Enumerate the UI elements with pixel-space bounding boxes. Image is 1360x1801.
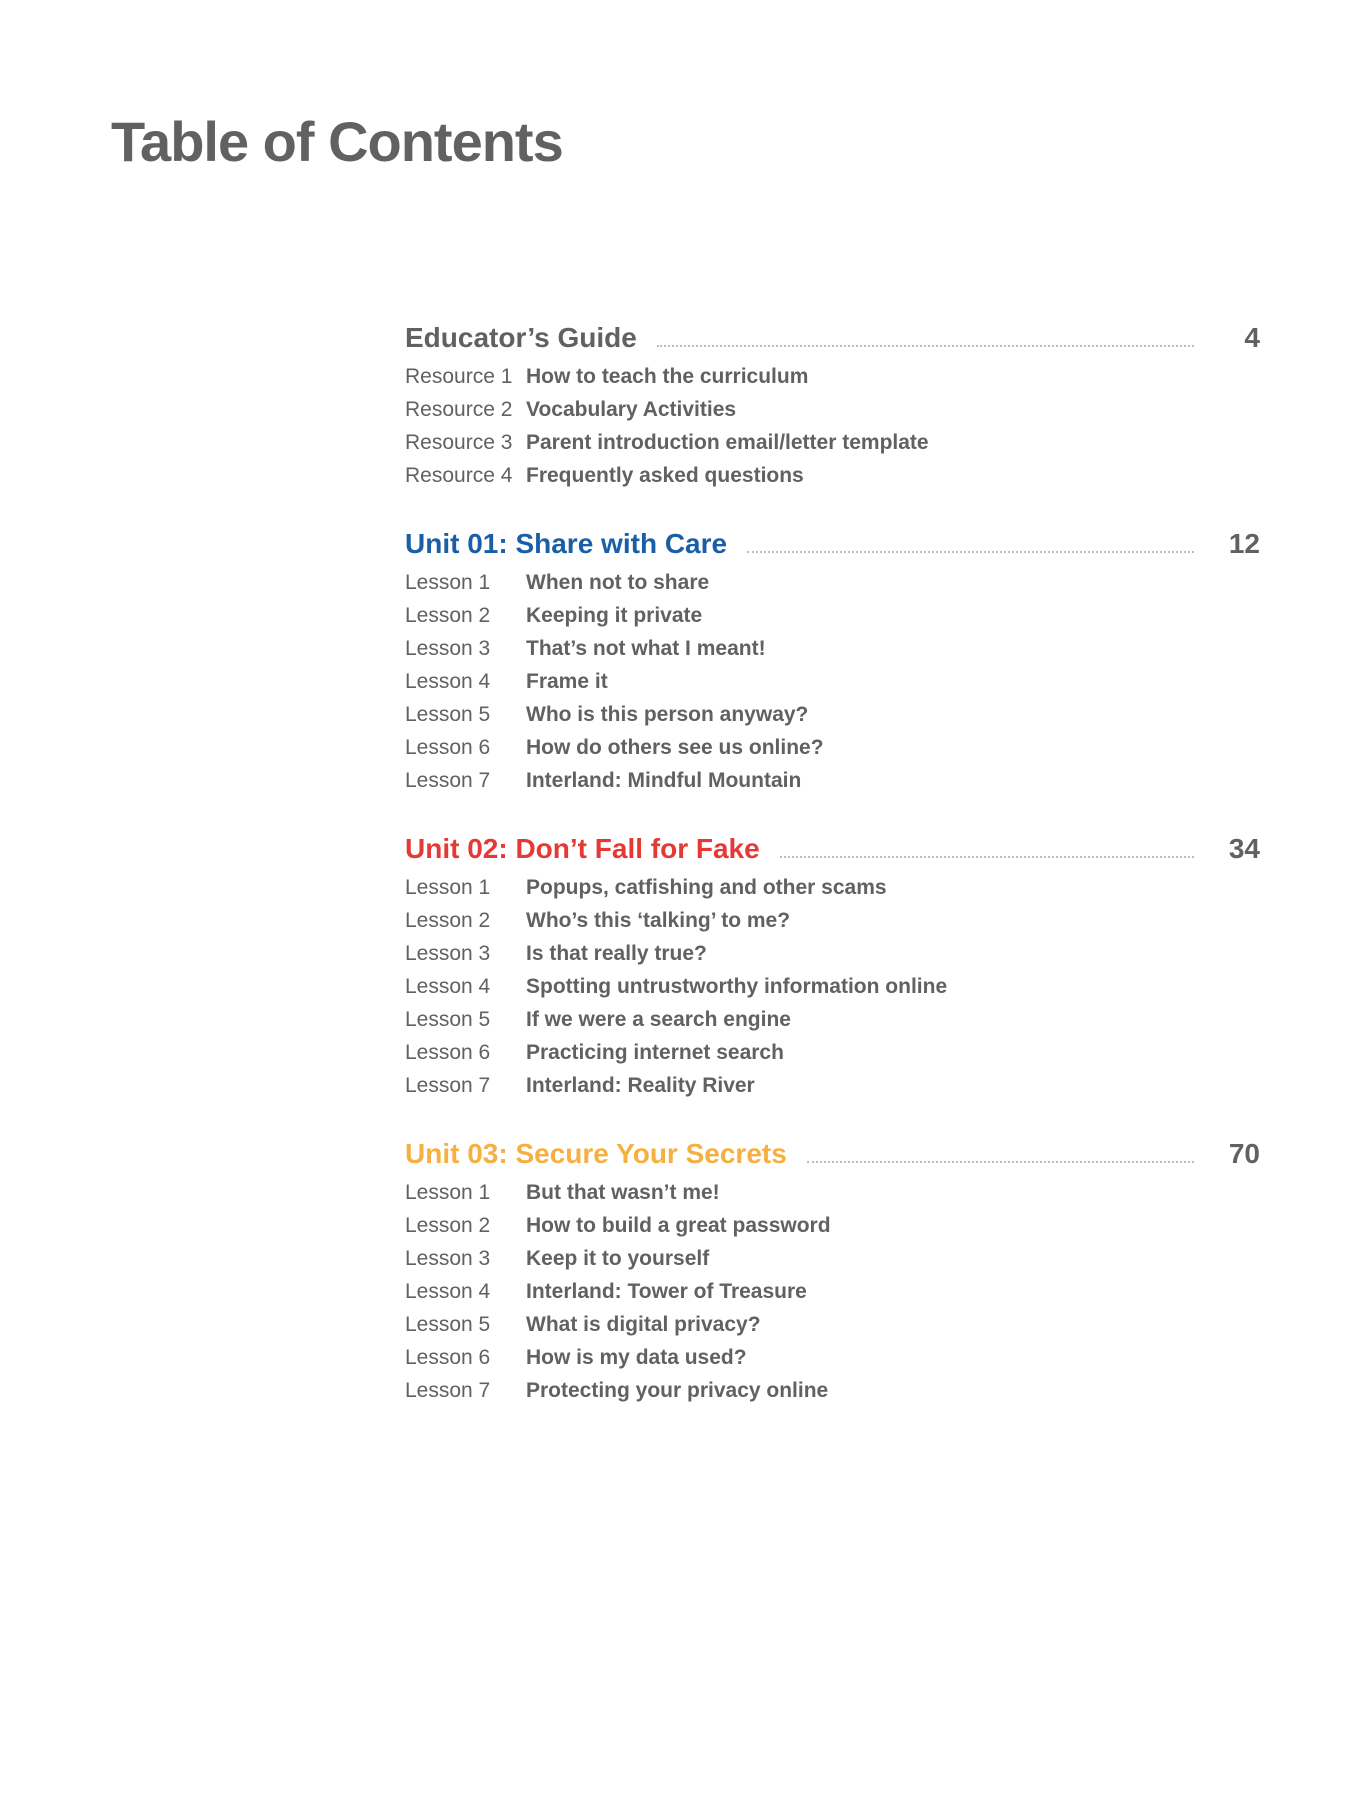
entry-label: Lesson 7 <box>405 768 491 792</box>
entry-label: Resource 1 <box>405 364 513 388</box>
list-item[interactable] <box>405 1242 1260 1275</box>
list-item[interactable] <box>405 459 1260 492</box>
page-number: 12 <box>1228 528 1260 559</box>
dot-leader <box>807 1160 1194 1163</box>
section-unit-01 <box>405 522 1260 797</box>
entry-title: Interland: Tower of Treasure <box>526 1279 807 1303</box>
section-title: Educator’s Guide <box>405 322 637 353</box>
entry-label: Lesson 6 <box>405 1040 491 1064</box>
list-item[interactable] <box>405 1374 1260 1407</box>
entry-title: Who’s this ‘talking’ to me? <box>526 908 791 932</box>
dot-leader <box>657 344 1194 347</box>
entry-label: Lesson 2 <box>405 908 491 932</box>
list-item[interactable] <box>405 970 1260 1003</box>
entry-list <box>405 566 1260 797</box>
entry-label: Lesson 6 <box>405 735 491 759</box>
entry-label: Lesson 1 <box>405 875 491 899</box>
entry-title: Keeping it private <box>526 603 703 627</box>
section-title: Unit 02: Don’t Fall for Fake <box>405 833 760 864</box>
entry-title: How do others see us online? <box>526 735 824 759</box>
section-unit-02 <box>405 827 1260 1102</box>
entry-title: If we were a search engine <box>526 1007 791 1031</box>
entry-label: Lesson 7 <box>405 1378 491 1402</box>
list-item[interactable] <box>405 393 1260 426</box>
list-item[interactable] <box>405 1341 1260 1374</box>
entry-title: Interland: Mindful Mountain <box>526 768 802 792</box>
entry-title: Spotting untrustworthy information online <box>526 974 948 998</box>
entry-label: Lesson 5 <box>405 1312 491 1336</box>
entry-list <box>405 360 1260 492</box>
page-number: 4 <box>1244 322 1260 353</box>
entry-list <box>405 871 1260 1102</box>
entry-title: But that wasn’t me! <box>526 1180 720 1204</box>
entry-title: Frequently asked questions <box>526 463 804 487</box>
entry-label: Lesson 1 <box>405 570 491 594</box>
entry-title: Frame it <box>526 669 608 693</box>
list-item[interactable] <box>405 1003 1260 1036</box>
entry-title: How to build a great password <box>526 1213 831 1237</box>
dot-leader <box>747 550 1194 553</box>
entry-title: Interland: Reality River <box>526 1073 755 1097</box>
list-item[interactable] <box>405 904 1260 937</box>
entry-label: Lesson 7 <box>405 1073 491 1097</box>
dot-leader <box>780 855 1194 858</box>
entry-label: Lesson 2 <box>405 603 491 627</box>
list-item[interactable] <box>405 1209 1260 1242</box>
list-item[interactable] <box>405 1308 1260 1341</box>
entry-label: Resource 4 <box>405 463 513 487</box>
entry-label: Lesson 4 <box>405 669 491 693</box>
section-header[interactable] <box>405 1132 1260 1176</box>
entry-title: Protecting your privacy online <box>526 1378 829 1402</box>
list-item[interactable] <box>405 1036 1260 1069</box>
section-header[interactable] <box>405 827 1260 871</box>
entry-label: Lesson 5 <box>405 1007 491 1031</box>
list-item[interactable] <box>405 1275 1260 1308</box>
entry-title: Keep it to yourself <box>526 1246 710 1270</box>
entry-title: Parent introduction email/letter template <box>526 430 929 454</box>
list-item[interactable] <box>405 426 1260 459</box>
list-item[interactable] <box>405 632 1260 665</box>
entry-label: Lesson 6 <box>405 1345 491 1369</box>
entry-label: Lesson 5 <box>405 702 491 726</box>
list-item[interactable] <box>405 665 1260 698</box>
page-number: 70 <box>1228 1138 1260 1169</box>
section-title: Unit 01: Share with Care <box>405 528 728 559</box>
entry-label: Lesson 3 <box>405 941 491 965</box>
entry-label: Lesson 3 <box>405 636 491 660</box>
entry-title: Popups, catfishing and other scams <box>526 875 887 899</box>
entry-label: Lesson 3 <box>405 1246 491 1270</box>
section-educators-guide <box>405 316 1260 492</box>
entry-label: Resource 3 <box>405 430 513 454</box>
section-header[interactable] <box>405 316 1260 360</box>
section-header[interactable] <box>405 522 1260 566</box>
table-of-contents <box>405 316 1260 1437</box>
entry-title: What is digital privacy? <box>526 1312 761 1336</box>
entry-label: Lesson 4 <box>405 974 491 998</box>
entry-title: Is that really true? <box>526 941 707 965</box>
section-unit-03 <box>405 1132 1260 1407</box>
list-item[interactable] <box>405 764 1260 797</box>
entry-title: Vocabulary Activities <box>526 397 737 421</box>
page-number: 34 <box>1228 833 1260 864</box>
entry-title: That’s not what I meant! <box>526 636 766 660</box>
list-item[interactable] <box>405 1069 1260 1102</box>
entry-list <box>405 1176 1260 1407</box>
entry-title: Who is this person anyway? <box>526 702 809 726</box>
list-item[interactable] <box>405 1176 1260 1209</box>
section-title: Unit 03: Secure Your Secrets <box>405 1138 787 1169</box>
entry-title: When not to share <box>526 570 710 594</box>
entry-label: Lesson 1 <box>405 1180 491 1204</box>
list-item[interactable] <box>405 566 1260 599</box>
entry-label: Lesson 4 <box>405 1279 491 1303</box>
list-item[interactable] <box>405 360 1260 393</box>
entry-label: Resource 2 <box>405 397 513 421</box>
entry-title: How to teach the curriculum <box>526 364 809 388</box>
entry-label: Lesson 2 <box>405 1213 491 1237</box>
list-item[interactable] <box>405 731 1260 764</box>
page-title: Table of Contents <box>111 110 563 173</box>
list-item[interactable] <box>405 698 1260 731</box>
list-item[interactable] <box>405 599 1260 632</box>
list-item[interactable] <box>405 871 1260 904</box>
list-item[interactable] <box>405 937 1260 970</box>
entry-title: Practicing internet search <box>526 1040 784 1064</box>
entry-title: How is my data used? <box>526 1345 747 1369</box>
